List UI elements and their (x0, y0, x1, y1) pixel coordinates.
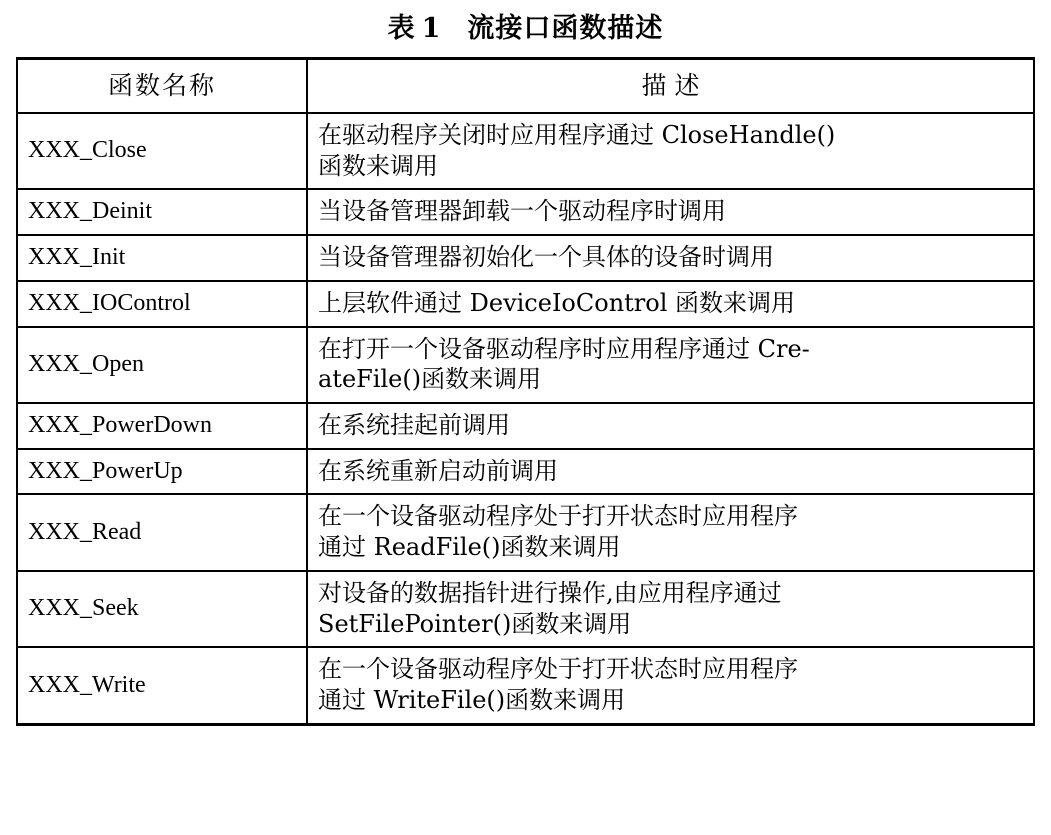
description-line: ateFile()函数来调用 (318, 365, 542, 394)
function-description-cell (307, 113, 1034, 189)
function-table-wrapper (16, 57, 1035, 726)
function-description-cell (307, 281, 1034, 327)
caption-prefix: 表 (387, 13, 416, 44)
function-table (16, 60, 1035, 723)
column-header-name: 函数名称 (17, 60, 307, 113)
function-name-cell: XXX_PowerDown (17, 403, 307, 449)
table-body (17, 113, 1034, 723)
description-line: 在打开一个设备驱动程序时应用程序通过 Cre- (318, 334, 810, 363)
function-description-cell (307, 647, 1034, 722)
function-description-cell (307, 189, 1034, 235)
function-description-cell (307, 235, 1034, 281)
function-name-cell: XXX_Read (17, 494, 307, 570)
function-name-cell: XXX_Seek (17, 571, 307, 647)
table-row (17, 113, 1034, 189)
table-row (17, 494, 1034, 570)
table-row (17, 449, 1034, 495)
caption-number: 1 (421, 13, 442, 44)
description-line: 当设备管理器初始化一个具体的设备时调用 (318, 243, 774, 272)
function-description-cell (307, 571, 1034, 647)
table-header (17, 60, 1034, 113)
function-name-cell: XXX_Open (17, 327, 307, 403)
function-description-cell (307, 403, 1034, 449)
description-line: 对设备的数据指针进行操作,由应用程序通过 (318, 578, 782, 607)
function-name-cell: XXX_IOControl (17, 281, 307, 327)
description-line: 上层软件通过 DeviceIoControl 函数来调用 (318, 288, 796, 317)
caption-title: 流接口函数描述 (467, 13, 664, 44)
table-row (17, 281, 1034, 327)
function-description-cell (307, 327, 1034, 403)
table-row (17, 235, 1034, 281)
description-line: 在系统挂起前调用 (318, 411, 510, 440)
table-row (17, 571, 1034, 647)
table-row (17, 189, 1034, 235)
table-row (17, 647, 1034, 722)
function-name-cell: XXX_Close (17, 113, 307, 189)
description-line: 在系统重新启动前调用 (318, 456, 558, 485)
description-line: 通过 WriteFile()函数来调用 (318, 686, 626, 715)
function-description-cell (307, 449, 1034, 495)
table-caption (0, 0, 1051, 57)
description-line: 通过 ReadFile()函数来调用 (318, 533, 621, 562)
column-header-description: 描 述 (307, 60, 1034, 113)
table-header-row (17, 60, 1034, 113)
function-name-cell: XXX_PowerUp (17, 449, 307, 495)
function-description-cell (307, 494, 1034, 570)
description-line: 在一个设备驱动程序处于打开状态时应用程序 (318, 502, 798, 531)
function-name-cell: XXX_Write (17, 647, 307, 722)
description-line: 在驱动程序关闭时应用程序通过 CloseHandle() (318, 121, 836, 149)
table-row (17, 403, 1034, 449)
description-line: 当设备管理器卸载一个驱动程序时调用 (318, 197, 726, 226)
function-name-cell: XXX_Init (17, 235, 307, 281)
table-row (17, 327, 1034, 403)
function-name-cell: XXX_Deinit (17, 189, 307, 235)
description-line: 函数来调用 (318, 151, 438, 180)
description-line: 在一个设备驱动程序处于打开状态时应用程序 (318, 655, 798, 684)
description-line: SetFilePointer()函数来调用 (318, 609, 632, 638)
